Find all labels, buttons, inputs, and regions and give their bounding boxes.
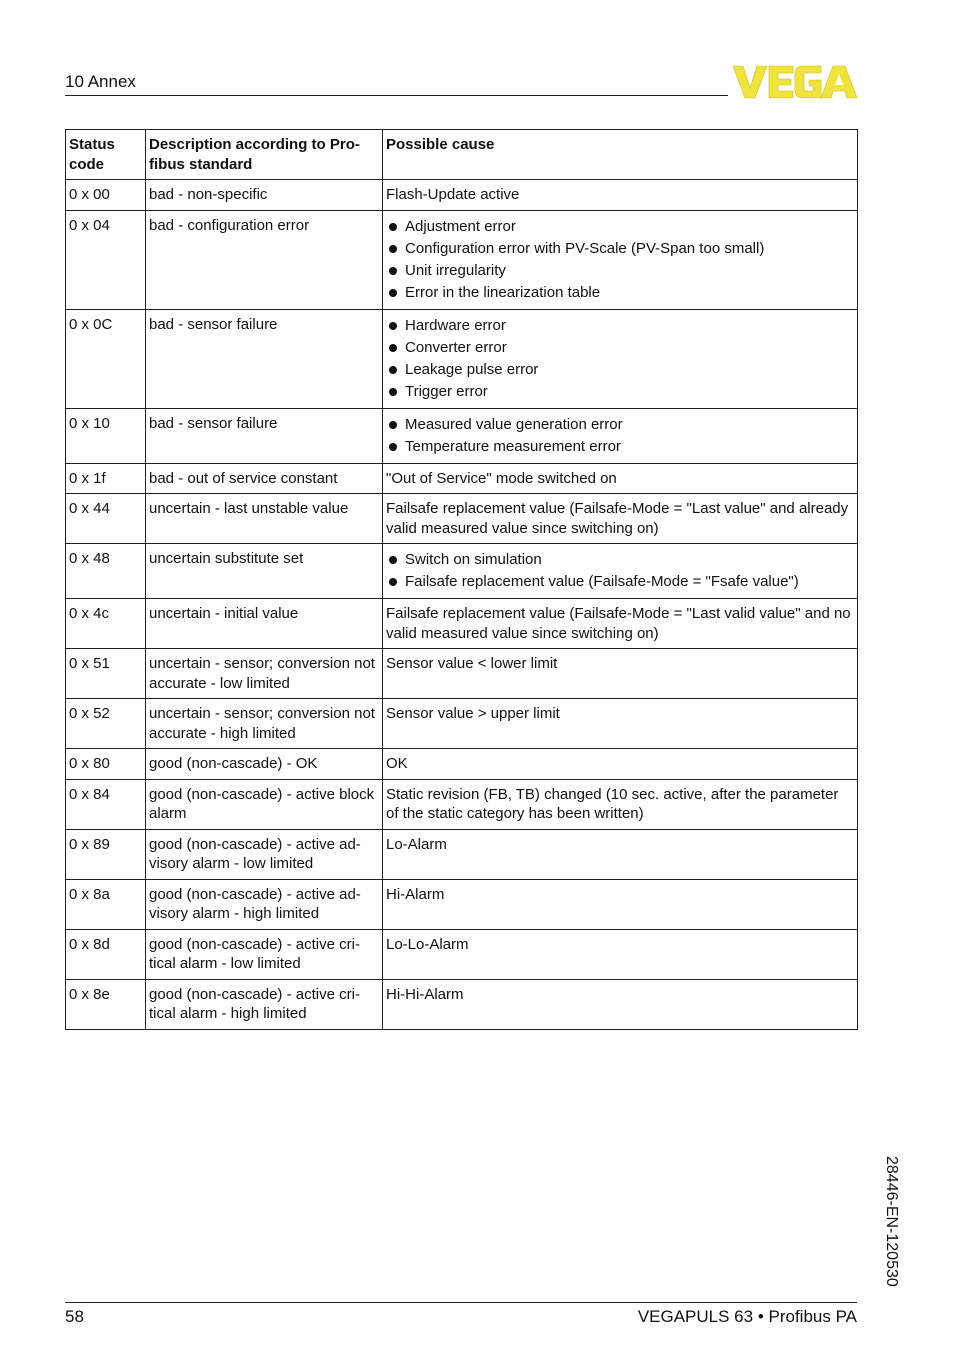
description-cell: uncertain - sensor; conversion not accurate - high limited (146, 699, 383, 749)
table-row (66, 544, 858, 599)
possible-cause-cell (383, 494, 858, 544)
document-code: 28446-EN-120530 (883, 1156, 900, 1287)
cause-text: OK (386, 755, 408, 772)
status-code-cell: 0 x 48 (66, 544, 146, 599)
status-code-cell: 0 x 89 (66, 829, 146, 879)
table-body (66, 180, 858, 1030)
possible-cause-cell (383, 879, 858, 929)
cause-text: Hi-Alarm (386, 885, 445, 903)
table-row (66, 309, 858, 408)
description-cell: uncertain - sensor; conversion not accurate - low limited (146, 649, 383, 699)
description-cell: good (non-cascade) - active block alarm (146, 779, 383, 829)
possible-cause-cell (383, 829, 858, 879)
status-code-cell: 0 x 0C (66, 309, 146, 408)
status-code-table (65, 129, 858, 1030)
possible-cause-cell (383, 649, 858, 699)
status-code-cell: 0 x 51 (66, 649, 146, 699)
footer-product-title: VEGAPULS 63 • Profibus PA (637, 1307, 857, 1326)
cause-bullet-item: Configuration error with PV-Scale (PV-Span too small) (386, 238, 854, 260)
description-cell: bad - out of service constant (146, 463, 383, 494)
status-code-cell: 0 x 84 (66, 779, 146, 829)
cause-bullet-item: Unit irregularity (386, 260, 854, 282)
cause-text: Sensor value < lower limit (386, 655, 558, 672)
cause-text: "Out of Service" mode switched on (386, 469, 617, 487)
table-row (66, 599, 858, 649)
description-cell: uncertain substitute set (146, 544, 383, 599)
cause-text: Failsafe replacement value (Failsafe-Mode = "Last valid value" and no valid measured value since switching on) (386, 605, 851, 642)
table-row (66, 494, 858, 544)
cause-text: Lo-Lo-Alarm (386, 935, 469, 953)
cause-text: Sensor value > upper limit (386, 705, 560, 722)
table-row (66, 929, 858, 979)
cause-bullet-item: Temperature measurement error (386, 436, 854, 458)
description-cell: uncertain - last unstable value (146, 494, 383, 544)
description-cell: good (non-cascade) - OK (146, 749, 383, 780)
table-row (66, 649, 858, 699)
description-cell: good (non-cascade) - active critical alarm - low limited (146, 929, 383, 979)
cause-text: Hi-Hi-Alarm (386, 985, 464, 1003)
cause-bullet-item: Adjustment error (386, 216, 854, 238)
cause-bullet-list (386, 315, 854, 403)
status-code-cell: 0 x 80 (66, 749, 146, 780)
cause-bullet-list (386, 414, 854, 458)
description-cell: uncertain - initial value (146, 599, 383, 649)
possible-cause-cell (383, 544, 858, 599)
cause-bullet-item: Switch on simulation (386, 549, 854, 571)
footer-rule (65, 1302, 857, 1303)
page-number: 58 (65, 1307, 84, 1326)
description-cell: good (non-cascade) - active advisory alarm - high limited (146, 879, 383, 929)
description-cell: bad - sensor failure (146, 408, 383, 463)
possible-cause-cell (383, 309, 858, 408)
possible-cause-cell (383, 180, 858, 211)
column-header-possible-cause: Possible cause (383, 130, 858, 180)
table-row (66, 210, 858, 309)
status-code-cell: 0 x 52 (66, 699, 146, 749)
cause-bullet-item: Leakage pulse error (386, 359, 854, 381)
cause-bullet-item: Hardware error (386, 315, 854, 337)
possible-cause-cell (383, 599, 858, 649)
table-header-row (66, 130, 858, 180)
header-rule (65, 95, 728, 96)
column-header-status-code: Status code (66, 130, 146, 180)
cause-bullet-item: Trigger error (386, 381, 854, 403)
possible-cause-cell (383, 699, 858, 749)
cause-bullet-item: Converter error (386, 337, 854, 359)
cause-text: Lo-Alarm (386, 835, 447, 853)
section-heading: 10 Annex (65, 72, 136, 91)
possible-cause-cell (383, 779, 858, 829)
table-row (66, 829, 858, 879)
possible-cause-cell (383, 408, 858, 463)
description-cell: good (non-cascade) - active advisory alarm - low limited (146, 829, 383, 879)
status-code-cell: 0 x 00 (66, 180, 146, 211)
possible-cause-cell (383, 929, 858, 979)
cause-bullet-list (386, 549, 854, 593)
possible-cause-cell (383, 210, 858, 309)
status-code-cell: 0 x 8d (66, 929, 146, 979)
description-cell: bad - configuration error (146, 210, 383, 309)
status-code-cell: 0 x 1f (66, 463, 146, 494)
cause-text: Static revision (FB, TB) changed (10 sec. active, after the parameter of the static category has been written) (386, 785, 839, 822)
status-code-cell: 0 x 8e (66, 979, 146, 1029)
possible-cause-cell (383, 979, 858, 1029)
description-cell: good (non-cascade) - active critical alarm - high limited (146, 979, 383, 1029)
possible-cause-cell (383, 749, 858, 780)
table-row (66, 180, 858, 211)
table-row (66, 408, 858, 463)
table-row (66, 463, 858, 494)
description-cell: bad - sensor failure (146, 309, 383, 408)
status-code-cell: 0 x 04 (66, 210, 146, 309)
table-row (66, 779, 858, 829)
table-row (66, 749, 858, 780)
status-code-cell: 0 x 8a (66, 879, 146, 929)
status-code-cell: 0 x 4c (66, 599, 146, 649)
vega-logo (733, 64, 859, 100)
table-row (66, 979, 858, 1029)
table-row (66, 699, 858, 749)
description-cell: bad - non-specific (146, 180, 383, 211)
status-code-cell: 0 x 10 (66, 408, 146, 463)
cause-text: Failsafe replacement value (Failsafe-Mode = "Last value" and already valid measured value since switching on) (386, 500, 849, 537)
cause-bullet-list (386, 216, 854, 304)
column-header-description: Description according to Profibus standard (146, 130, 383, 180)
table-row (66, 879, 858, 929)
cause-bullet-item: Error in the linearization table (386, 282, 854, 304)
cause-bullet-item: Failsafe replacement value (Failsafe-Mode = "Fsafe value") (386, 571, 854, 593)
status-code-cell: 0 x 44 (66, 494, 146, 544)
possible-cause-cell (383, 463, 858, 494)
cause-bullet-item: Measured value generation error (386, 414, 854, 436)
cause-text: Flash-Update active (386, 186, 520, 203)
